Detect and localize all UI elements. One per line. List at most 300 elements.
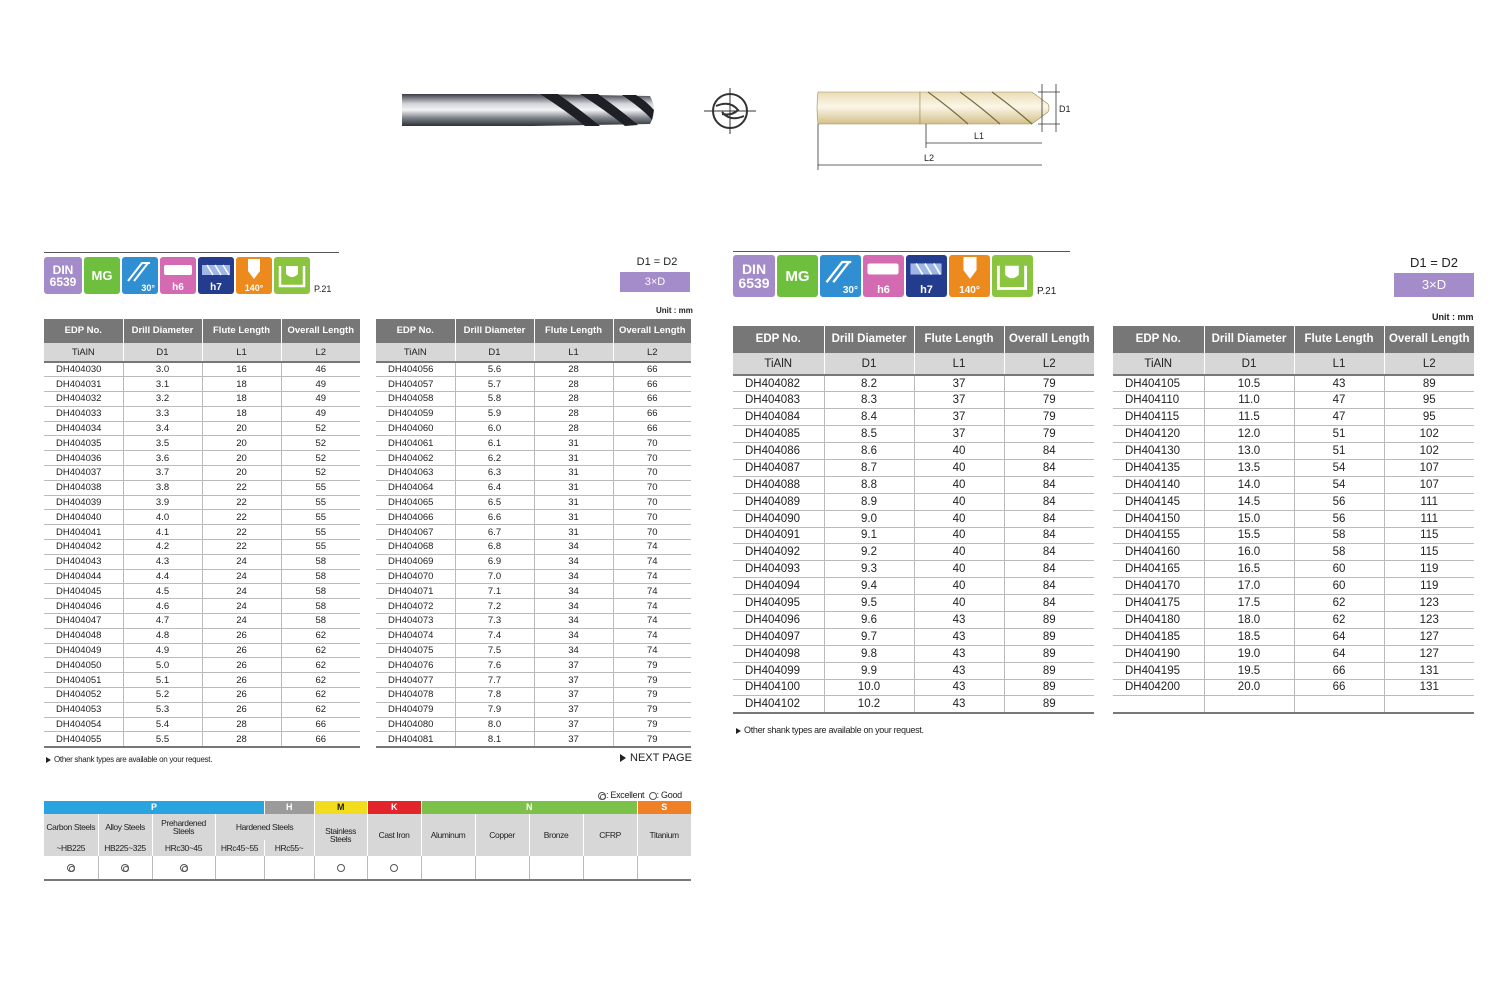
- cell-overall-length: 58: [281, 569, 360, 584]
- right-feature-badges: [733, 251, 1070, 297]
- helix-angle-icon: [124, 259, 156, 283]
- cell-edp-no: DH404039: [44, 495, 123, 510]
- good-rating-icon: [337, 864, 345, 872]
- cell-flute-length: 34: [534, 643, 613, 658]
- cell-edp-no: DH404140: [1113, 476, 1204, 493]
- cell-drill-diameter: 10.0: [824, 679, 914, 696]
- cell-overall-length: 84: [1004, 544, 1094, 561]
- cell-overall-length: 66: [613, 377, 691, 392]
- table-row: [44, 732, 360, 747]
- hard-hrc55: HRc55~: [264, 840, 314, 856]
- cell-edp-no: DH404110: [1113, 392, 1204, 409]
- cell-overall-length: 95: [1384, 409, 1474, 426]
- sub-l1: L1: [202, 343, 281, 362]
- d1-label: D1: [1059, 104, 1071, 114]
- cell-edp-no: DH404070: [376, 569, 455, 584]
- header-edp: EDP No.: [376, 319, 455, 343]
- cell-flute-length: 20: [202, 421, 281, 436]
- drill-table-3: [733, 326, 1094, 714]
- mat-titanium: Titanium: [637, 814, 691, 856]
- cell-overall-length: 55: [281, 540, 360, 555]
- group-k: K: [367, 801, 421, 814]
- cell-flute-length: 34: [534, 554, 613, 569]
- through-coolant-icon: [277, 260, 307, 290]
- cell-drill-diameter: 6.0: [455, 421, 534, 436]
- cell-drill-diameter: 10.5: [1204, 375, 1294, 392]
- cell-overall-length: [1384, 696, 1474, 713]
- table-row: [1113, 510, 1474, 527]
- h7-badge: h7: [198, 257, 234, 294]
- header-flute-length: Flute Length: [202, 319, 281, 343]
- mat-prehardened-steels: Prehardened Steels: [152, 814, 215, 840]
- cell-edp-no: DH404032: [44, 392, 123, 407]
- cell-edp-no: DH404145: [1113, 493, 1204, 510]
- cell-overall-length: 123: [1384, 595, 1474, 612]
- cell-flute-length: 40: [914, 527, 1004, 544]
- table-row: [376, 554, 691, 569]
- table-row: [376, 436, 691, 451]
- cell-drill-diameter: 3.9: [123, 495, 202, 510]
- sub-d1: D1: [1204, 353, 1294, 375]
- table-row: [44, 569, 360, 584]
- cell-edp-no: DH404135: [1113, 459, 1204, 476]
- cell-edp-no: DH404041: [44, 525, 123, 540]
- cell-drill-diameter: 7.3: [455, 614, 534, 629]
- cell-flute-length: 31: [534, 436, 613, 451]
- cell-drill-diameter: 19.5: [1204, 662, 1294, 679]
- table-row: [1113, 679, 1474, 696]
- header-drill-diameter: Drill Diameter: [455, 319, 534, 343]
- cell-flute-length: 28: [534, 377, 613, 392]
- table-row: [376, 525, 691, 540]
- cell-drill-diameter: 4.7: [123, 614, 202, 629]
- cell-edp-no: DH404115: [1113, 409, 1204, 426]
- cell-flute-length: 34: [534, 540, 613, 555]
- cell-edp-no: DH404058: [376, 392, 455, 407]
- point-angle-badge: 140°: [236, 257, 272, 294]
- cell-flute-length: 56: [1294, 510, 1384, 527]
- cell-overall-length: 49: [281, 392, 360, 407]
- cell-drill-diameter: 5.8: [455, 392, 534, 407]
- cell-flute-length: 37: [534, 673, 613, 688]
- cell-overall-length: 49: [281, 406, 360, 421]
- cell-drill-diameter: 6.2: [455, 451, 534, 466]
- cell-flute-length: 31: [534, 510, 613, 525]
- table-row: [1113, 426, 1474, 443]
- cell-edp-no: DH404190: [1113, 645, 1204, 662]
- cell-drill-diameter: 9.9: [824, 662, 914, 679]
- table-row: [44, 717, 360, 732]
- cell-drill-diameter: 5.2: [123, 688, 202, 703]
- sub-coating: TiAlN: [44, 343, 123, 362]
- mat-copper: Copper: [475, 814, 529, 856]
- cell-flute-length: 24: [202, 614, 281, 629]
- cell-edp-no: DH404155: [1113, 527, 1204, 544]
- group-p: P: [44, 801, 264, 814]
- cell-flute-length: [1294, 696, 1384, 713]
- table-row: [376, 717, 691, 732]
- cell-drill-diameter: 9.6: [824, 611, 914, 628]
- cell-drill-diameter: 9.5: [824, 595, 914, 612]
- table-row: [376, 480, 691, 495]
- cell-edp-no: DH404060: [376, 421, 455, 436]
- cell-flute-length: 43: [1294, 375, 1384, 392]
- cell-overall-length: 55: [281, 480, 360, 495]
- table-row: [44, 584, 360, 599]
- table-row: [1113, 375, 1474, 392]
- cell-overall-length: 66: [281, 717, 360, 732]
- through-coolant-badge: [992, 255, 1033, 297]
- cell-drill-diameter: 8.7: [824, 459, 914, 476]
- sub-d1: D1: [824, 353, 914, 375]
- mat-alloy-steels: Alloy Steels: [98, 814, 152, 840]
- cell-flute-length: 37: [534, 717, 613, 732]
- cell-edp-no: DH404095: [733, 595, 824, 612]
- cell-drill-diameter: 8.5: [824, 426, 914, 443]
- cell-overall-length: 89: [1384, 375, 1474, 392]
- header-drill-diameter: Drill Diameter: [123, 319, 202, 343]
- cell-drill-diameter: 16.0: [1204, 544, 1294, 561]
- cell-edp-no: DH404100: [733, 679, 824, 696]
- cell-drill-diameter: 7.9: [455, 702, 534, 717]
- cell-overall-length: 66: [613, 406, 691, 421]
- cell-flute-length: 54: [1294, 459, 1384, 476]
- cell-drill-diameter: 5.0: [123, 658, 202, 673]
- cell-overall-length: 102: [1384, 443, 1474, 460]
- table-row: [376, 495, 691, 510]
- cell-overall-length: 95: [1384, 392, 1474, 409]
- cell-flute-length: 34: [534, 569, 613, 584]
- group-h: H: [264, 801, 314, 814]
- table-row: [1113, 443, 1474, 460]
- cell-drill-diameter: 5.6: [455, 362, 534, 377]
- cell-overall-length: 89: [1004, 645, 1094, 662]
- cell-flute-length: 26: [202, 673, 281, 688]
- cell-drill-diameter: 8.0: [455, 717, 534, 732]
- cell-drill-diameter: 3.1: [123, 377, 202, 392]
- header-flute-length: Flute Length: [914, 326, 1004, 353]
- cell-drill-diameter: 3.7: [123, 466, 202, 481]
- cell-drill-diameter: 3.4: [123, 421, 202, 436]
- cell-drill-diameter: 7.7: [455, 673, 534, 688]
- table-row: [44, 658, 360, 673]
- cell-edp-no: DH404049: [44, 643, 123, 658]
- cell-overall-length: 84: [1004, 527, 1094, 544]
- cell-edp-no: DH404083: [733, 392, 824, 409]
- through-coolant-badge: [274, 257, 310, 294]
- cell-edp-no: DH404096: [733, 611, 824, 628]
- cell-flute-length: 34: [534, 584, 613, 599]
- table-row: [44, 614, 360, 629]
- cell-overall-length: 62: [281, 688, 360, 703]
- cell-overall-length: 115: [1384, 527, 1474, 544]
- unit-label: Unit : mm: [1432, 312, 1474, 322]
- table-row: [733, 628, 1094, 645]
- group-m: M: [314, 801, 367, 814]
- next-page-link[interactable]: NEXT PAGE: [620, 752, 692, 764]
- table-row: [376, 599, 691, 614]
- cell-flute-length: 43: [914, 611, 1004, 628]
- cell-overall-length: 127: [1384, 628, 1474, 645]
- cell-overall-length: 84: [1004, 443, 1094, 460]
- cell-edp-no: DH404120: [1113, 426, 1204, 443]
- table-row: [376, 702, 691, 717]
- cell-drill-diameter: 6.5: [455, 495, 534, 510]
- cell-edp-no: DH404098: [733, 645, 824, 662]
- cell-flute-length: 22: [202, 525, 281, 540]
- hard-hrc30-45: HRc30~45: [152, 840, 215, 856]
- cell-overall-length: 89: [1004, 611, 1094, 628]
- sub-l1: L1: [534, 343, 613, 362]
- cell-overall-length: 111: [1384, 493, 1474, 510]
- cell-overall-length: 84: [1004, 476, 1094, 493]
- cell-overall-length: 79: [613, 717, 691, 732]
- cell-flute-length: 22: [202, 480, 281, 495]
- cell-overall-length: 123: [1384, 611, 1474, 628]
- cell-flute-length: 37: [534, 688, 613, 703]
- table-row: [376, 392, 691, 407]
- table-row: [733, 578, 1094, 595]
- table-row: [1113, 611, 1474, 628]
- unit-label: Unit : mm: [656, 306, 693, 315]
- cell-edp-no: DH404088: [733, 476, 824, 493]
- cell-edp-no: DH404056: [376, 362, 455, 377]
- cell-drill-diameter: 6.7: [455, 525, 534, 540]
- cell-overall-length: 84: [1004, 578, 1094, 595]
- table-row: [376, 421, 691, 436]
- header-edp: EDP No.: [44, 319, 123, 343]
- table-row: [733, 595, 1094, 612]
- cell-flute-length: 51: [1294, 426, 1384, 443]
- cell-overall-length: 79: [1004, 375, 1094, 392]
- cell-overall-length: 74: [613, 643, 691, 658]
- cell-overall-length: 84: [1004, 561, 1094, 578]
- page-ref: P.21: [1037, 286, 1057, 297]
- table-row: [44, 466, 360, 481]
- cell-flute-length: 43: [914, 696, 1004, 713]
- table-row: [44, 525, 360, 540]
- cell-overall-length: 62: [281, 628, 360, 643]
- cell-edp-no: DH404066: [376, 510, 455, 525]
- cell-edp-no: DH404085: [733, 426, 824, 443]
- cell-edp-no: DH404030: [44, 362, 123, 377]
- cell-drill-diameter: 4.0: [123, 510, 202, 525]
- cell-edp-no: DH404071: [376, 584, 455, 599]
- table-row: [733, 443, 1094, 460]
- cell-edp-no: DH404031: [44, 377, 123, 392]
- depth-3xd-badge: 3×D: [620, 272, 690, 292]
- cell-drill-diameter: 4.4: [123, 569, 202, 584]
- cell-flute-length: 28: [534, 362, 613, 377]
- cell-drill-diameter: 4.1: [123, 525, 202, 540]
- table-row: [44, 510, 360, 525]
- table-row: [733, 375, 1094, 392]
- cell-edp-no: DH404105: [1113, 375, 1204, 392]
- cell-edp-no: DH404051: [44, 673, 123, 688]
- table-row: [44, 377, 360, 392]
- table-row: [376, 643, 691, 658]
- cell-flute-length: 51: [1294, 443, 1384, 460]
- table-row: [1113, 696, 1474, 713]
- cell-flute-length: 62: [1294, 611, 1384, 628]
- cell-drill-diameter: 13.5: [1204, 459, 1294, 476]
- cell-edp-no: DH404057: [376, 377, 455, 392]
- cell-drill-diameter: 11.5: [1204, 409, 1294, 426]
- cell-edp-no: DH404087: [733, 459, 824, 476]
- cell-edp-no: DH404063: [376, 466, 455, 481]
- shank-note: Other shank types are available on your request.: [736, 725, 924, 735]
- cell-flute-length: 31: [534, 466, 613, 481]
- cell-overall-length: 62: [281, 702, 360, 717]
- cell-overall-length: 70: [613, 525, 691, 540]
- cell-flute-length: 60: [1294, 561, 1384, 578]
- cell-overall-length: 46: [281, 362, 360, 377]
- mat-cfrp: CFRP: [583, 814, 637, 856]
- cell-flute-length: 26: [202, 702, 281, 717]
- cell-drill-diameter: 6.9: [455, 554, 534, 569]
- drill-point-icon: [244, 259, 264, 281]
- cell-drill-diameter: 16.5: [1204, 561, 1294, 578]
- cell-overall-length: 70: [613, 510, 691, 525]
- cell-drill-diameter: 18.0: [1204, 611, 1294, 628]
- cell-edp-no: DH404045: [44, 584, 123, 599]
- sub-l2: L2: [1004, 353, 1094, 375]
- table-row: [1113, 459, 1474, 476]
- cell-drill-diameter: 9.0: [824, 510, 914, 527]
- table-row: [376, 658, 691, 673]
- table-row: [44, 599, 360, 614]
- din-badge: DIN 6539: [44, 257, 82, 294]
- cell-flute-length: 43: [914, 662, 1004, 679]
- cell-flute-length: 28: [534, 421, 613, 436]
- cell-overall-length: 62: [281, 658, 360, 673]
- cell-drill-diameter: 8.8: [824, 476, 914, 493]
- cell-edp-no: DH404068: [376, 540, 455, 555]
- hard-hb225-325: HB225~325: [98, 840, 152, 856]
- table-row: [44, 421, 360, 436]
- arrow-icon: [620, 754, 626, 762]
- cell-edp-no: DH404075: [376, 643, 455, 658]
- table-row: [733, 527, 1094, 544]
- table-row: [376, 540, 691, 555]
- cell-flute-length: 40: [914, 561, 1004, 578]
- cell-flute-length: 62: [1294, 595, 1384, 612]
- cell-overall-length: 89: [1004, 679, 1094, 696]
- cell-overall-length: 66: [613, 421, 691, 436]
- cell-drill-diameter: 9.1: [824, 527, 914, 544]
- cell-flute-length: 22: [202, 540, 281, 555]
- table-row: [376, 406, 691, 421]
- cell-edp-no: DH404074: [376, 628, 455, 643]
- cell-flute-length: 37: [914, 426, 1004, 443]
- through-coolant-icon: [995, 259, 1029, 293]
- cell-flute-length: 43: [914, 628, 1004, 645]
- cell-flute-length: 58: [1294, 527, 1384, 544]
- cell-edp-no: DH404038: [44, 480, 123, 495]
- material-suitability-table: [44, 801, 692, 881]
- drill-point-icon: [959, 257, 981, 281]
- cell-edp-no: DH404055: [44, 732, 123, 747]
- cell-flute-length: 56: [1294, 493, 1384, 510]
- cell-overall-length: 52: [281, 436, 360, 451]
- cell-overall-length: 115: [1384, 544, 1474, 561]
- cell-edp-no: DH404069: [376, 554, 455, 569]
- cell-flute-length: 24: [202, 569, 281, 584]
- good-rating-icon: [390, 864, 398, 872]
- cell-flute-length: 24: [202, 584, 281, 599]
- table-row: [44, 406, 360, 421]
- cell-flute-length: 24: [202, 599, 281, 614]
- cell-flute-length: 54: [1294, 476, 1384, 493]
- sub-l2: L2: [613, 343, 691, 362]
- cell-drill-diameter: 7.5: [455, 643, 534, 658]
- table-row: [376, 584, 691, 599]
- cell-flute-length: 43: [914, 679, 1004, 696]
- h6-badge: h6: [160, 257, 196, 294]
- cell-overall-length: 70: [613, 480, 691, 495]
- cell-flute-length: 40: [914, 544, 1004, 561]
- cell-flute-length: 31: [534, 451, 613, 466]
- cell-edp-no: DH404046: [44, 599, 123, 614]
- cell-drill-diameter: 3.3: [123, 406, 202, 421]
- table-row: [1113, 628, 1474, 645]
- table-row: [1113, 578, 1474, 595]
- mg-badge: MG: [777, 255, 818, 297]
- helix-angle-badge: 30°: [820, 255, 861, 297]
- cell-overall-length: 131: [1384, 679, 1474, 696]
- cell-drill-diameter: 4.3: [123, 554, 202, 569]
- table-row: [733, 510, 1094, 527]
- header-flute-length: Flute Length: [1294, 326, 1384, 353]
- header-drill-diameter: Drill Diameter: [824, 326, 914, 353]
- group-n: N: [421, 801, 637, 814]
- cell-drill-diameter: 3.8: [123, 480, 202, 495]
- shank-note: Other shank types are available on your request.: [46, 755, 212, 764]
- cell-drill-diameter: 8.3: [824, 392, 914, 409]
- cell-flute-length: 40: [914, 459, 1004, 476]
- cell-edp-no: DH404054: [44, 717, 123, 732]
- cell-flute-length: 60: [1294, 578, 1384, 595]
- cell-flute-length: 31: [534, 495, 613, 510]
- cell-flute-length: 40: [914, 476, 1004, 493]
- cell-flute-length: 43: [914, 645, 1004, 662]
- flute-icon: [201, 261, 231, 279]
- cell-edp-no: DH404160: [1113, 544, 1204, 561]
- table-row: [44, 436, 360, 451]
- table-row: [733, 409, 1094, 426]
- cell-drill-diameter: 12.0: [1204, 426, 1294, 443]
- drill-cross-section-icon: [702, 86, 758, 136]
- table-row: [376, 451, 691, 466]
- header-edp: EDP No.: [733, 326, 824, 353]
- cell-overall-length: 58: [281, 554, 360, 569]
- table-row: [376, 732, 691, 747]
- cell-overall-length: 58: [281, 599, 360, 614]
- cell-edp-no: DH404195: [1113, 662, 1204, 679]
- cell-drill-diameter: 5.4: [123, 717, 202, 732]
- cell-edp-no: DH404040: [44, 510, 123, 525]
- cell-drill-diameter: 6.6: [455, 510, 534, 525]
- table-row: [733, 392, 1094, 409]
- helix-angle-icon: [822, 257, 858, 285]
- cell-flute-length: 28: [534, 406, 613, 421]
- cell-edp-no: DH404097: [733, 628, 824, 645]
- cell-drill-diameter: 4.6: [123, 599, 202, 614]
- rating-legend: : Excellent : Good: [598, 790, 682, 800]
- cell-edp-no: DH404090: [733, 510, 824, 527]
- cell-overall-length: 79: [613, 732, 691, 747]
- sub-coating: TiAlN: [376, 343, 455, 362]
